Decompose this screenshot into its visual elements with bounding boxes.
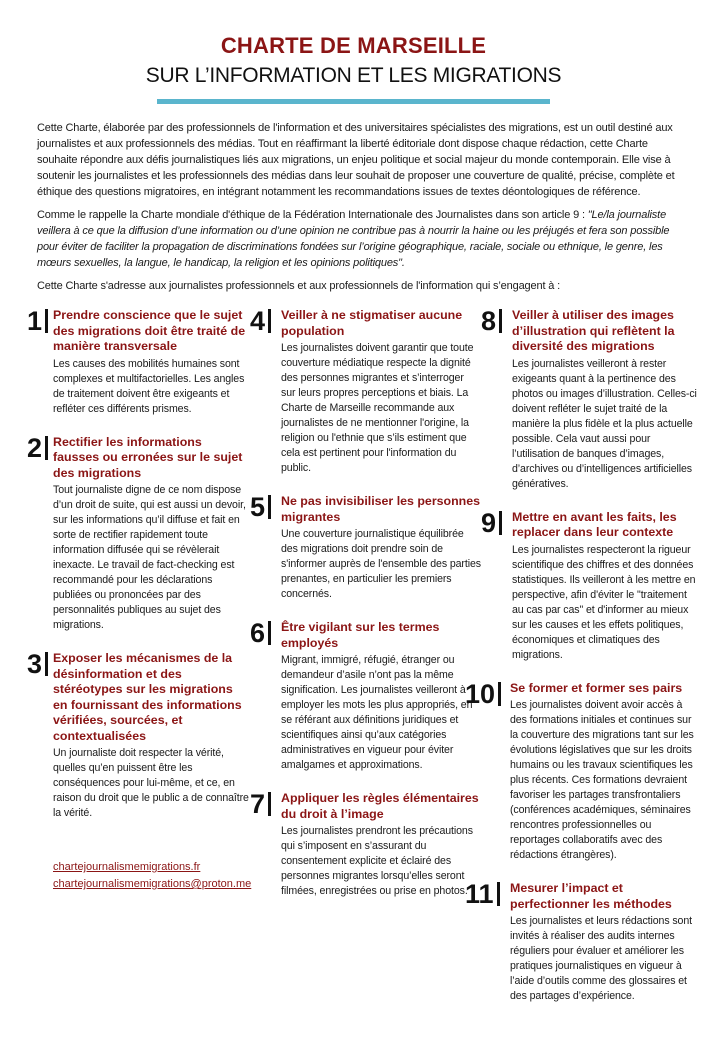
title-underline-bar (157, 99, 550, 104)
page-subtitle: SUR L’INFORMATION ET LES MIGRATIONS (145, 64, 562, 87)
item-title: Ne pas invisibiliser les personnes migrantes (281, 494, 481, 524)
intro-paragraph-1: Cette Charte, élaborée par des professionnels de l'information et des universitaires spécialistes des migrations, est un outil destiné aux journalistes et aux professionnels des médias. Tout en réaffirmant la liberté éditoriale dont dispose chaque rédaction, cette Charte souhaite répondre aux défis journalistiques liés aux migrations, un enjeu politique et social majeur du monde contemporain. Elle vise à soutenir les journalistes et les professionnels des médias dans leur souhait de proposer une couverture de qualité, précise, complète et éthique des questions migratoires, en intégrant notamment les recommandations issues de textes déontologiques de référence. (37, 122, 675, 198)
item-title: Veiller à utiliser des images d’illustration qui reflètent la diversité des migrations (512, 308, 675, 353)
website-link[interactable]: chartejournalismemigrations.fr (53, 861, 201, 873)
intro-paragraph-2 (37, 207, 677, 271)
item-number: 3 (27, 649, 53, 679)
charter-item-10 (465, 678, 697, 864)
item-text: Les journalistes respecteront la rigueur scientifique des chiffres et des données statistiques. Ils veilleront à les mettre en perspective, afin d'éviter le "traitement au cas par cas" et d'informer au mieux sur les causes et les effets politiques, économiques et climatiques des migrations. (512, 543, 696, 661)
item-text: Les journalistes veilleront à rester exigeants quant à la pertinence des photos ou images d’illustration. Celles-ci doivent refléter le sujet traité de la manière la plus fidèle et la plus actuelle possible. Cela vaut aussi pour l’utilisation de banques d’images, d’archives ou d’intelligences artificielles génératives. (512, 357, 697, 490)
item-text: Un journaliste doit respecter la vérité, quelles qu’en puissent être les conséquences pour lui-même, et ce, en raison du droit que le public a de connaître la vérité. (53, 747, 249, 819)
item-text: Les journalistes prendront les précautions qui s’imposent en s’assurant du consentement explicite et éclairé des personnes migrantes lorsqu’elles seront filmées, enregistrées ou prise en photos. (281, 825, 473, 897)
item-title: Être vigilant sur les termes employés (281, 620, 440, 650)
item-number: 7 (250, 789, 281, 819)
item-title: Exposer les mécanismes de la désinformation et des stéréotypes sur les migrations en fournissant des informations vérifiées, sourcées, et contextualisées (53, 651, 242, 743)
item-title: Appliquer les règles élémentaires du droit à l’image (281, 791, 479, 821)
item-text: Les journalistes doivent avoir accès à des formations initiales et continues sur la couverture des migrations tant sur les évolutions législatives que sur les droits humains ou les travaux scientifiques les plus récents. Ces formations devraient favoriser les partages transfrontaliers (conférences académiques, séminaires rencontres professionnelles ou reportages collaboratifs avec des rédactions étrangères). (510, 699, 694, 861)
item-number: 8 (481, 306, 512, 336)
item-title: Mesurer l’impact et perfectionner les méthodes (510, 881, 672, 911)
charter-item-1 (27, 308, 250, 417)
item-number: 1 (27, 306, 53, 336)
ifj-quote: "Le/la journaliste veillera à ce que la diffusion d’une information ou d’une opinion ne contribue pas à nourrir la haine ou les préjugés et fera son possible pour éviter de faciliter la propagation de discriminations fondées sur l’origine géographique, raciale, sociale ou ethnique, le genre, les mœurs sexuelles, la langue, le handicap, la religion et les opinions politiques". (37, 209, 670, 269)
item-title: Veiller à ne stigmatiser aucune population (281, 308, 463, 338)
item-title: Rectifier les informations fausses ou erronées sur le sujet des migrations (53, 434, 243, 480)
item-number: 4 (250, 306, 281, 336)
contact-links (53, 859, 250, 893)
item-number: 6 (250, 618, 281, 648)
item-number: 10 (465, 679, 510, 709)
column-1 (27, 308, 250, 1022)
item-text: Tout journaliste digne de ce nom dispose d’un droit de suite, qui est aussi un devoir, sur les informations qu’il diffuse et fait en sorte de rectifier rapidement toute information diffusée qui se révèlerait inexacte. Le travail de fact-checking est recommandé pour les déclarations publiées ou prononcées par des personnalités publiques au sujet des migrations. (53, 484, 246, 631)
charter-item-11 (465, 881, 697, 1004)
item-text: Les journalistes et leurs rédactions sont invités à réaliser des audits internes réguliers pour évaluer et améliorer les pratiques journalistiques en vigueur à l’aide d’outils comme des glossaires et des partages d’expérience. (510, 915, 692, 1002)
charter-item-5 (250, 494, 481, 602)
column-3 (465, 306, 697, 1022)
item-number: 9 (481, 508, 512, 538)
page-title: CHARTE DE MARSEILLE (220, 33, 487, 58)
item-title: Prendre conscience que le sujet des migrations doit être traité de manière transversale (53, 308, 246, 353)
column-2 (250, 308, 481, 1022)
email-link[interactable]: chartejournalismemigrations@proton.me (53, 878, 252, 890)
charter-item-4 (250, 308, 481, 476)
item-number: 2 (27, 433, 53, 463)
item-title: Mettre en avant les faits, les replacer dans leur contexte (512, 509, 677, 539)
item-text: Les causes des mobilités humaines sont complexes et multifactorielles. Les angles de traitement doivent être exigeants et refléter ces différents prismes. (53, 357, 245, 415)
charter-item-9 (481, 507, 697, 663)
item-text: Une couverture journalistique équilibrée des migrations doit prendre soin de s'informer auprès de l'ensemble des parties prenantes, en particulier les premiers concernés. (281, 528, 481, 600)
item-text: Migrant, immigré, réfugié, étranger ou demandeur d’asile n’ont pas la même signification. Les journalistes veilleront à employer les mots les plus appropriés, en se référant aux définitions juridiques et scientifiques ainsi qu’aux catégories administratives en vigueur pour éviter amalgames et approximations. (281, 654, 473, 771)
item-number: 11 (465, 879, 510, 909)
charter-item-3 (27, 651, 250, 821)
charter-item-6 (250, 620, 481, 773)
item-title: Se former et former ses pairs (510, 680, 683, 695)
charter-item-7 (250, 791, 481, 899)
item-number: 5 (250, 492, 281, 522)
charter-item-8 (481, 308, 697, 492)
commitments (0, 308, 707, 1022)
intro-paragraph-3: Cette Charte s'adresse aux journalistes professionnels et aux professionnels de l'information qui s’engagent à : (37, 280, 561, 292)
intro-lead: Comme le rappelle la Charte mondiale d'éthique de la Fédération Internationale des Journalistes dans son article 9 : (37, 209, 588, 221)
item-text: Les journalistes doivent garantir que toute couverture médiatique respecte la dignité des personnes migrantes et s’interroger sur leurs propres perceptions et biais. La Charte de Marseille recommande aux journalistes de ne mentionner l'origine, la religion ou l'ethnie que s’ils estiment que cela est pertinent pour l'information du public. (281, 342, 474, 474)
intro (37, 120, 677, 294)
charter-item-2 (27, 432, 250, 634)
